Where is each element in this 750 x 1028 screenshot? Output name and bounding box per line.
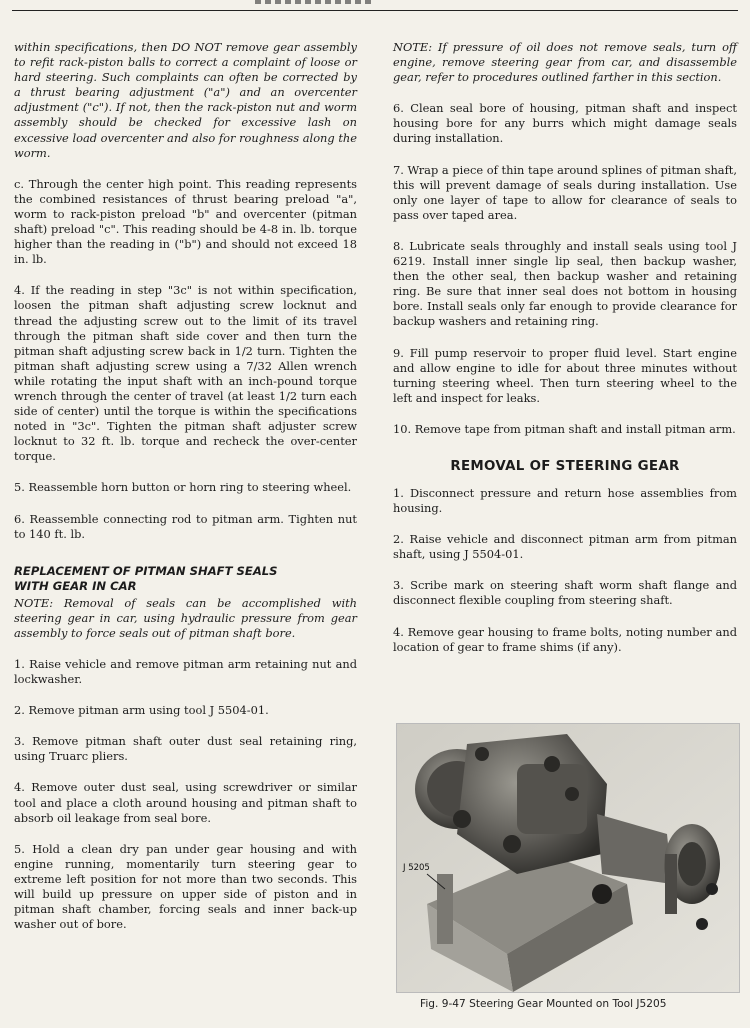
paragraph-step-4: 4. If the reading in step "3c" is not within specification, loosen the pitman shaft adjusting screw locknut and thread the adjusting screw out to the limit of its travel through the pitman shaft side cover and then turn the pitman shaft adjusting screw back in 1/2 turn. Tighten the pitman shaft adjusting screw using a 7/32 Allen wrench while rotating the input shaft with an inch-pound torque wrench through the center of travel (at least 1/2 turn each side of center) until the torque is within the specifications noted in "3c". Tighten the pitman shaft adjuster screw locknut to 32 ft. lb. torque and recheck the over-center torque. — [14, 283, 357, 464]
step-fill-reservoir: 9. Fill pump reservoir to proper fluid level. Start engine and allow engine to idle for about three minutes without turning steering wheel. Then turn steering wheel to the left and inspect for leaks. — [393, 345, 737, 405]
section-heading-removal: REMOVAL OF STEERING GEAR — [450, 458, 680, 474]
paragraph-step-5: 5. Reassemble horn button or horn ring to steering wheel. — [14, 480, 352, 495]
paragraph-seal-note: NOTE: Removal of seals can be accomplished with steering gear in car, using hydraulic pressure from gear assembly to force seals out of pitman shaft bore. — [14, 595, 357, 640]
step-remove-pitman-arm: 2. Remove pitman arm using tool J 5504-01. — [14, 703, 269, 718]
step-clean-seal-bore: 6. Clean seal bore of housing, pitman shaft and inspect housing bore for any burrs which might damage seals during installation. — [393, 101, 737, 146]
paragraph-oil-pressure-note: NOTE: If pressure of oil does not remove seals, turn off engine, remove steering gear from car, and disassemble gear, refer to procedures outlined farther in this section. — [393, 40, 737, 85]
left-column — [14, 40, 357, 948]
step-wrap-tape: 7. Wrap a piece of thin tape around splines of pitman shaft, this will prevent damage of seals during installation. Use only one layer of tape to allow for clearance of seals to pass over taped area. — [393, 162, 737, 222]
right-column — [393, 40, 737, 671]
steering-gear-illustration — [397, 724, 739, 992]
paragraph-step-3c: c. Through the center high point. This reading represents the combined resistances of thrust bearing preload "a", worm to rack-piston preload "b" and overcenter (pitman shaft) preload "c". This reading should be 4-8 in. lb. torque higher than the reading in ("b") and should not exceed 18 in. lb. — [14, 176, 357, 267]
paragraph-step-6: 6. Reassemble connecting rod to pitman arm. Tighten nut to 140 ft. lb. — [14, 511, 357, 541]
figure-caption: Fig. 9-47 Steering Gear Mounted on Tool J5205 — [420, 998, 667, 1010]
step-remove-dust-seal-ring: 3. Remove pitman shaft outer dust seal retaining ring, using Truarc pliers. — [14, 734, 357, 764]
page-header-fragment — [255, 0, 375, 4]
step-disconnect-pitman-arm: 2. Raise vehicle and disconnect pitman arm from pitman shaft, using J 5504-01. — [393, 532, 737, 562]
step-remove-tape: 10. Remove tape from pitman shaft and install pitman arm. — [393, 421, 736, 436]
steering-gear-photo — [396, 723, 740, 993]
step-raise-vehicle: 1. Raise vehicle and remove pitman arm retaining nut and lockwasher. — [14, 657, 357, 687]
paragraph-specifications-note: within specifications, then DO NOT remove gear assembly to refit rack-piston balls to correct a complaint of loose or hard steering. Such complaints can often be corrected by a thrust bearing adjustment ("a") and an overcenter adjustment ("c"). If not, then the rack-piston nut and worm assembly should be checked for excessive lash on excessive load overcenter and also for roughness along the worm. — [14, 40, 357, 160]
step-lubricate-seals: 8. Lubricate seals throughly and install seals using tool J 6219. Install inner single lip seal, then backup washer, then the other seal, then backup washer and retaining ring. Be sure that inner seal does not bottom in housing bore. Install seals only far enough to provide clearance for backup washers and retaining ring. — [393, 238, 737, 329]
step-disconnect-hoses: 1. Disconnect pressure and return hose assemblies from housing. — [393, 485, 737, 516]
step-remove-outer-dust-seal: 4. Remove outer dust seal, using screwdriver or similar tool and place a cloth around housing and pitman shaft to absorb oil leakage from seal bore. — [14, 780, 357, 825]
figure-tool-label: J 5205 — [403, 863, 430, 873]
page-top-rule — [12, 10, 738, 11]
step-hold-dry-pan: 5. Hold a clean dry pan under gear housing and with engine running, momentarily turn steering gear to extreme left position for not more than two seconds. This will build up pressure on upper side of piston and in pitman shaft chamber, forcing seals and inner back-up washer out of bore. — [14, 841, 357, 932]
step-scribe-mark: 3. Scribe mark on steering shaft worm shaft flange and disconnect flexible coupling from steering shaft. — [393, 578, 737, 608]
section-heading-pitman-seals: REPLACEMENT OF PITMAN SHAFT SEALS WITH GEAR IN CAR — [14, 563, 278, 593]
step-remove-housing-bolts: 4. Remove gear housing to frame bolts, noting number and location of gear to frame shims (if any). — [393, 624, 737, 654]
